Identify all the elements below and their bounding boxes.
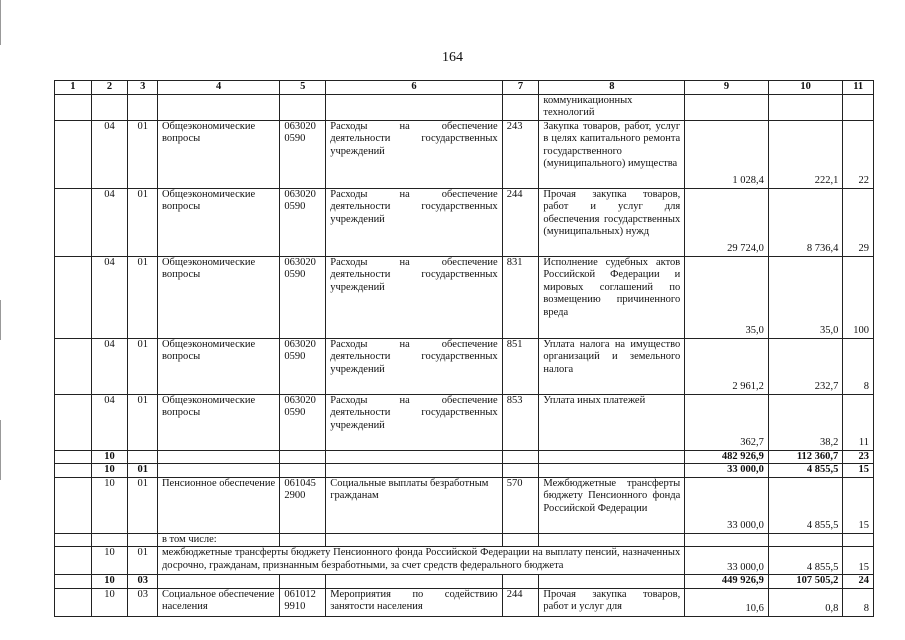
- subsection-cell: 01: [128, 547, 158, 575]
- col-header: 4: [157, 81, 279, 95]
- target-code-cell: 061012 9910: [280, 588, 326, 616]
- percent-cell: 23: [843, 450, 874, 464]
- table-row: [55, 256, 874, 338]
- target-name-cell: Расходы на обеспечение деятельности государственных учреждений: [326, 120, 502, 188]
- expense-code-cell: 244: [502, 188, 539, 256]
- table-row: [55, 533, 874, 547]
- col-header: 11: [843, 81, 874, 95]
- table-row: [55, 120, 874, 188]
- col-header: 7: [502, 81, 539, 95]
- expense-type-cell: Прочая закупка товаров, работ и услуг для обеспечения государственных (муниципальных) нужд: [539, 188, 685, 256]
- col-header: 6: [326, 81, 502, 95]
- target-code-cell: 063020 0590: [280, 394, 326, 450]
- section-cell: 10: [91, 588, 128, 616]
- target-name-cell: Расходы на обеспечение деятельности государственных учреждений: [326, 188, 502, 256]
- section-cell: 10: [91, 464, 128, 478]
- percent-cell: 24: [843, 575, 874, 589]
- plan-cell: 35,0: [685, 256, 769, 338]
- col-header: 1: [55, 81, 92, 95]
- plan-cell: 33 000,0: [685, 477, 769, 533]
- left-margin-mark: [0, 420, 1, 480]
- subsection-cell: 01: [128, 477, 158, 533]
- percent-cell: 8: [843, 338, 874, 394]
- plan-cell: 33 000,0: [685, 464, 769, 478]
- target-name-cell: Расходы на обеспечение деятельности государственных учреждений: [326, 256, 502, 338]
- percent-cell: 22: [843, 120, 874, 188]
- budget-table: [54, 80, 874, 617]
- subsection-name-cell: Общеэкономические вопросы: [157, 338, 279, 394]
- subsection-name-cell: Общеэкономические вопросы: [157, 394, 279, 450]
- target-name-cell: Расходы на обеспечение деятельности государственных учреждений: [326, 338, 502, 394]
- percent-cell: 15: [843, 464, 874, 478]
- actual-cell: 8 736,4: [768, 188, 842, 256]
- col-header: 5: [280, 81, 326, 95]
- actual-cell: 107 505,2: [768, 575, 842, 589]
- actual-cell: 4 855,5: [768, 464, 842, 478]
- plan-cell: 482 926,9: [685, 450, 769, 464]
- table-row: [55, 338, 874, 394]
- expense-type-cell: Уплата иных платежей: [539, 394, 685, 450]
- plan-cell: 29 724,0: [685, 188, 769, 256]
- table-row: [55, 188, 874, 256]
- section-cell: 04: [91, 120, 128, 188]
- plan-cell: 33 000,0: [685, 547, 769, 575]
- target-name-cell: Расходы на обеспечение деятельности государственных учреждений: [326, 394, 502, 450]
- expense-type-cell: Уплата налога на имущество организаций и земельного налога: [539, 338, 685, 394]
- percent-cell: 15: [843, 547, 874, 575]
- page-number: 164: [442, 50, 463, 65]
- section-cell: 10: [91, 477, 128, 533]
- section-cell: 04: [91, 188, 128, 256]
- actual-cell: 38,2: [768, 394, 842, 450]
- target-name-cell: Мероприятия по содействию занятости населения: [326, 588, 502, 616]
- expense-code-cell: 244: [502, 588, 539, 616]
- expense-type-cell: Прочая закупка товаров, работ и услуг для: [539, 588, 685, 616]
- section-total-row: [55, 450, 874, 464]
- subsection-cell: 01: [128, 464, 158, 478]
- expense-code-cell: 570: [502, 477, 539, 533]
- section-cell: 10: [91, 547, 128, 575]
- expense-type-cell: Исполнение судебных актов Российской Федерации и мировых соглашений по возмещению причиненного вреда: [539, 256, 685, 338]
- left-margin-mark: [0, 0, 1, 45]
- section-cell: 10: [91, 450, 128, 464]
- plan-cell: 2 961,2: [685, 338, 769, 394]
- target-code-cell: 063020 0590: [280, 188, 326, 256]
- subsection-total-row: [55, 575, 874, 589]
- expense-type-cell: Межбюджетные трансферты бюджету Пенсионного фонда Российской Федерации: [539, 477, 685, 533]
- section-cell: 04: [91, 394, 128, 450]
- target-name-cell: Социальные выплаты безработным гражданам: [326, 477, 502, 533]
- plan-cell: 362,7: [685, 394, 769, 450]
- expense-code-cell: 851: [502, 338, 539, 394]
- actual-cell: 0,8: [768, 588, 842, 616]
- subsection-name-cell: Социальное обеспечение населения: [157, 588, 279, 616]
- section-cell: 10: [91, 575, 128, 589]
- percent-cell: 15: [843, 477, 874, 533]
- subsection-cell: 03: [128, 575, 158, 589]
- including-label: в том числе:: [157, 533, 279, 547]
- subsection-cell: 01: [128, 120, 158, 188]
- subsection-cell: 03: [128, 588, 158, 616]
- subsection-name-cell: Общеэкономические вопросы: [157, 256, 279, 338]
- subsection-cell: 01: [128, 394, 158, 450]
- percent-cell: 100: [843, 256, 874, 338]
- expense-code-cell: 243: [502, 120, 539, 188]
- expense-code-cell: 853: [502, 394, 539, 450]
- col-header: 2: [91, 81, 128, 95]
- plan-cell: 449 926,9: [685, 575, 769, 589]
- table-row: [55, 547, 874, 575]
- target-code-cell: 063020 0590: [280, 338, 326, 394]
- table-row: [55, 477, 874, 533]
- actual-cell: 222,1: [768, 120, 842, 188]
- table-row: [55, 394, 874, 450]
- subsection-cell: 01: [128, 188, 158, 256]
- subsection-total-row: [55, 464, 874, 478]
- actual-cell: 4 855,5: [768, 477, 842, 533]
- actual-cell: 35,0: [768, 256, 842, 338]
- header-row: [55, 81, 874, 95]
- target-code-cell: 061045 2900: [280, 477, 326, 533]
- expense-type-cell: Закупка товаров, работ, услуг в целях капитального ремонта государственного (муниципального) имущества: [539, 120, 685, 188]
- subsection-cell: 01: [128, 338, 158, 394]
- actual-cell: 4 855,5: [768, 547, 842, 575]
- table-row: [55, 588, 874, 616]
- col-header: 3: [128, 81, 158, 95]
- table-row: [55, 94, 874, 120]
- col-header: 9: [685, 81, 769, 95]
- subsection-cell: 01: [128, 256, 158, 338]
- actual-cell: 112 360,7: [768, 450, 842, 464]
- target-code-cell: 063020 0590: [280, 120, 326, 188]
- target-code-cell: 063020 0590: [280, 256, 326, 338]
- merged-description-cell: межбюджетные трансферты бюджету Пенсионного фонда Российской Федерации на выплату пенсий, назначенных досрочно, гражданам, признанным безработными, за счет средств федерального бюджета: [157, 547, 684, 575]
- subsection-name-cell: Общеэкономические вопросы: [157, 120, 279, 188]
- left-margin-mark: [0, 300, 1, 340]
- plan-cell: 10,6: [685, 588, 769, 616]
- subsection-name-cell: Общеэкономические вопросы: [157, 188, 279, 256]
- percent-cell: 11: [843, 394, 874, 450]
- plan-cell: 1 028,4: [685, 120, 769, 188]
- expense-code-cell: 831: [502, 256, 539, 338]
- expense-type-cell: коммуникационных технологий: [539, 94, 685, 120]
- percent-cell: 29: [843, 188, 874, 256]
- col-header: 8: [539, 81, 685, 95]
- subsection-name-cell: Пенсионное обеспечение: [157, 477, 279, 533]
- section-cell: 04: [91, 256, 128, 338]
- percent-cell: 8: [843, 588, 874, 616]
- actual-cell: 232,7: [768, 338, 842, 394]
- section-cell: 04: [91, 338, 128, 394]
- col-header: 10: [768, 81, 842, 95]
